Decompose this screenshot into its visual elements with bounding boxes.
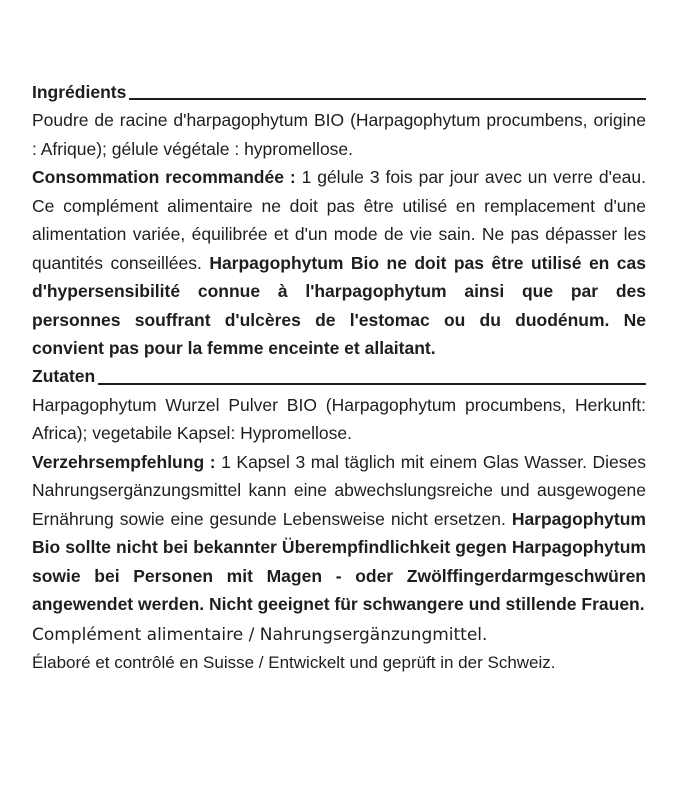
ingredients-heading-fr-text: Ingrédients [32,81,127,102]
ingredients-heading-de-text: Zutaten [32,366,96,386]
warning-text-fr: Harpagophytum Bio ne doit pas être utilisé en cas d'hypersensibilité connue à l'harpagophytum ainsi que par des personnes souffrant d'ulcères de l'estomac ou du duodénum. Ne convient pas pour la femme enceinte et allaitant. [32,252,646,358]
ingredients-heading-de [32,363,646,391]
warning-text-de: Harpagophytum Bio sollte nicht bei bekannter Überempfindlichkeit gegen Harpagophytum sowie bei Personen mit Magen - oder Zwölffingerdarmgeschwüren angewendet werden. Nicht geeignet für schwangere und stillende Frauen. [32,508,646,614]
usage-label-fr: Consommation recommandée : [32,167,296,187]
heading-underline [98,383,646,385]
ingredients-text-de: Harpagophytum Wurzel Pulver BIO (Harpagophytum procumbens, Herkunft: Africa); vegetabile Kapsel: Hypromellose. [32,394,646,443]
footer-product-type: Complément alimentaire / Nahrungsergänzungmittel. [32,624,488,645]
heading-underline [129,98,646,100]
ingredients-text-fr: Poudre de racine d'harpagophytum BIO (Harpagophytum procumbens, origine : Afrique); gélule végétale : hypromellose. [32,110,646,159]
footer-origin: Élaboré et contrôlé en Suisse / Entwickelt und geprüft in der Schweiz. [32,652,556,672]
product-label-text [32,78,646,677]
usage-text-de: 1 Kapsel 3 mal täglich mit einem Glas Wasser. Dieses Nahrungsergänzungsmittel kann eine abwechslungsreiche und ausgewogene Ernährung sowie eine gesunde Lebensweise nicht ersetzen. [32,451,646,529]
ingredients-heading-fr [32,78,646,106]
usage-label-de: Verzehrsempfehlung : [32,451,216,472]
usage-paragraph-fr [32,163,646,363]
usage-paragraph-de [32,448,646,619]
usage-text-fr: 1 gélule 3 fois par jour avec un verre d'eau. Ce complément alimentaire ne doit pas être utilisé en remplacement d'une alimentation variée, équilibrée et d'un mode de vie sain. Ne pas dépasser les quantités conseillées. [32,167,647,273]
